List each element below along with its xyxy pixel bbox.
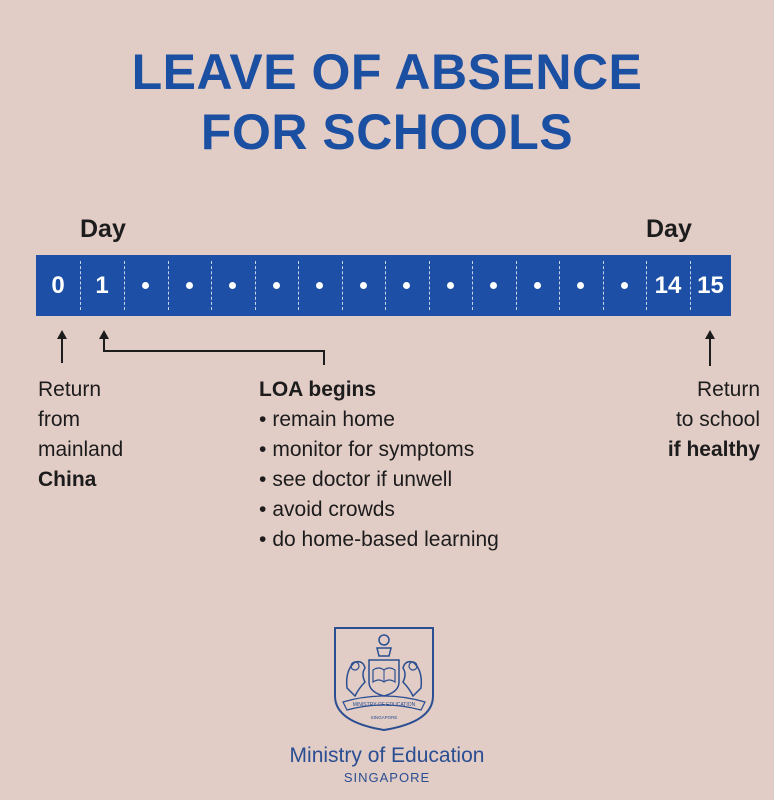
day-separator [168, 261, 169, 310]
logo-ribbon-text: MINISTRY OF EDUCATION [352, 702, 416, 708]
day-separator [211, 261, 212, 310]
intermediate-day-cell [472, 255, 516, 316]
day-0-cell [36, 255, 80, 316]
arrow-shaft [61, 338, 63, 363]
day-dot-icon [273, 282, 280, 289]
day-dot-icon [403, 282, 410, 289]
day-15-number: 15 [697, 271, 724, 299]
note-return-to-school [668, 375, 760, 465]
day-end-label: Day [646, 215, 692, 243]
day-separator [255, 261, 256, 310]
arrow-connector [103, 350, 325, 352]
note-loa-begins [259, 375, 499, 555]
day-separator [298, 261, 299, 310]
intermediate-day-cell [559, 255, 603, 316]
page-title [0, 42, 774, 162]
day-15-cell [690, 255, 731, 316]
day-dot-icon [490, 282, 497, 289]
intermediate-day-cell [342, 255, 386, 316]
note-line-bold: if healthy [667, 438, 760, 461]
day-dot-icon [360, 282, 367, 289]
title-line-2: FOR SCHOOLS [200, 104, 574, 160]
loa-bullet: • see doctor if unwell [259, 465, 499, 495]
intermediate-day-cell [124, 255, 168, 316]
arrow-shaft [709, 338, 711, 366]
day-separator [385, 261, 386, 310]
day-dot-icon [534, 282, 541, 289]
intermediate-day-cell [298, 255, 342, 316]
note-line: to school [675, 408, 760, 431]
note-line: mainland [38, 438, 124, 461]
intermediate-day-cell [603, 255, 647, 316]
day-dot-icon [229, 282, 236, 289]
day-separator [559, 261, 560, 310]
arrow-connector-drop [323, 350, 325, 365]
loa-heading: LOA begins [259, 378, 377, 401]
day-separator [516, 261, 517, 310]
intermediate-day-cell [255, 255, 299, 316]
organization-country: SINGAPORE [343, 770, 431, 785]
logo-sub-text: SINGAPORE [370, 715, 398, 720]
intermediate-day-cell [385, 255, 429, 316]
day-separator [429, 261, 430, 310]
day-start-label: Day [80, 215, 126, 243]
day-dot-icon [577, 282, 584, 289]
day-separator [80, 261, 81, 310]
organization-block [0, 744, 774, 785]
day-0-number: 0 [51, 271, 65, 299]
day-14-number: 14 [654, 271, 682, 299]
day-separator [603, 261, 604, 310]
note-line: from [38, 408, 80, 431]
intermediate-day-cell [429, 255, 473, 316]
day-separator [646, 261, 647, 310]
day-14-cell [646, 255, 690, 316]
intermediate-day-cell [211, 255, 255, 316]
day-separator [472, 261, 473, 310]
organization-name: Ministry of Education [289, 744, 485, 767]
note-line: Return [38, 378, 102, 401]
day-dot-icon [316, 282, 323, 289]
note-line-bold: China [38, 468, 97, 491]
loa-bullet: • monitor for symptoms [259, 435, 499, 465]
day-separator [124, 261, 125, 310]
note-line: Return [696, 378, 760, 401]
day-dot-icon [142, 282, 149, 289]
loa-bullet-list [259, 405, 499, 555]
title-line-1: LEAVE OF ABSENCE [131, 44, 643, 100]
loa-bullet: • avoid crowds [259, 495, 499, 525]
day-dot-icon [621, 282, 628, 289]
day-dot-icon [186, 282, 193, 289]
loa-bullet: • remain home [259, 405, 499, 435]
intermediate-day-cell [516, 255, 560, 316]
timeline-bar [36, 255, 731, 316]
day-1-cell [80, 255, 124, 316]
loa-bullet: • do home-based learning [259, 525, 499, 555]
day-separator [690, 261, 691, 310]
day-dot-icon [447, 282, 454, 289]
day-separator [342, 261, 343, 310]
note-return-from-china [38, 375, 123, 495]
day-1-number: 1 [95, 271, 109, 299]
moe-crest-logo [333, 626, 435, 737]
crest-icon [333, 626, 435, 732]
intermediate-day-cell [168, 255, 212, 316]
